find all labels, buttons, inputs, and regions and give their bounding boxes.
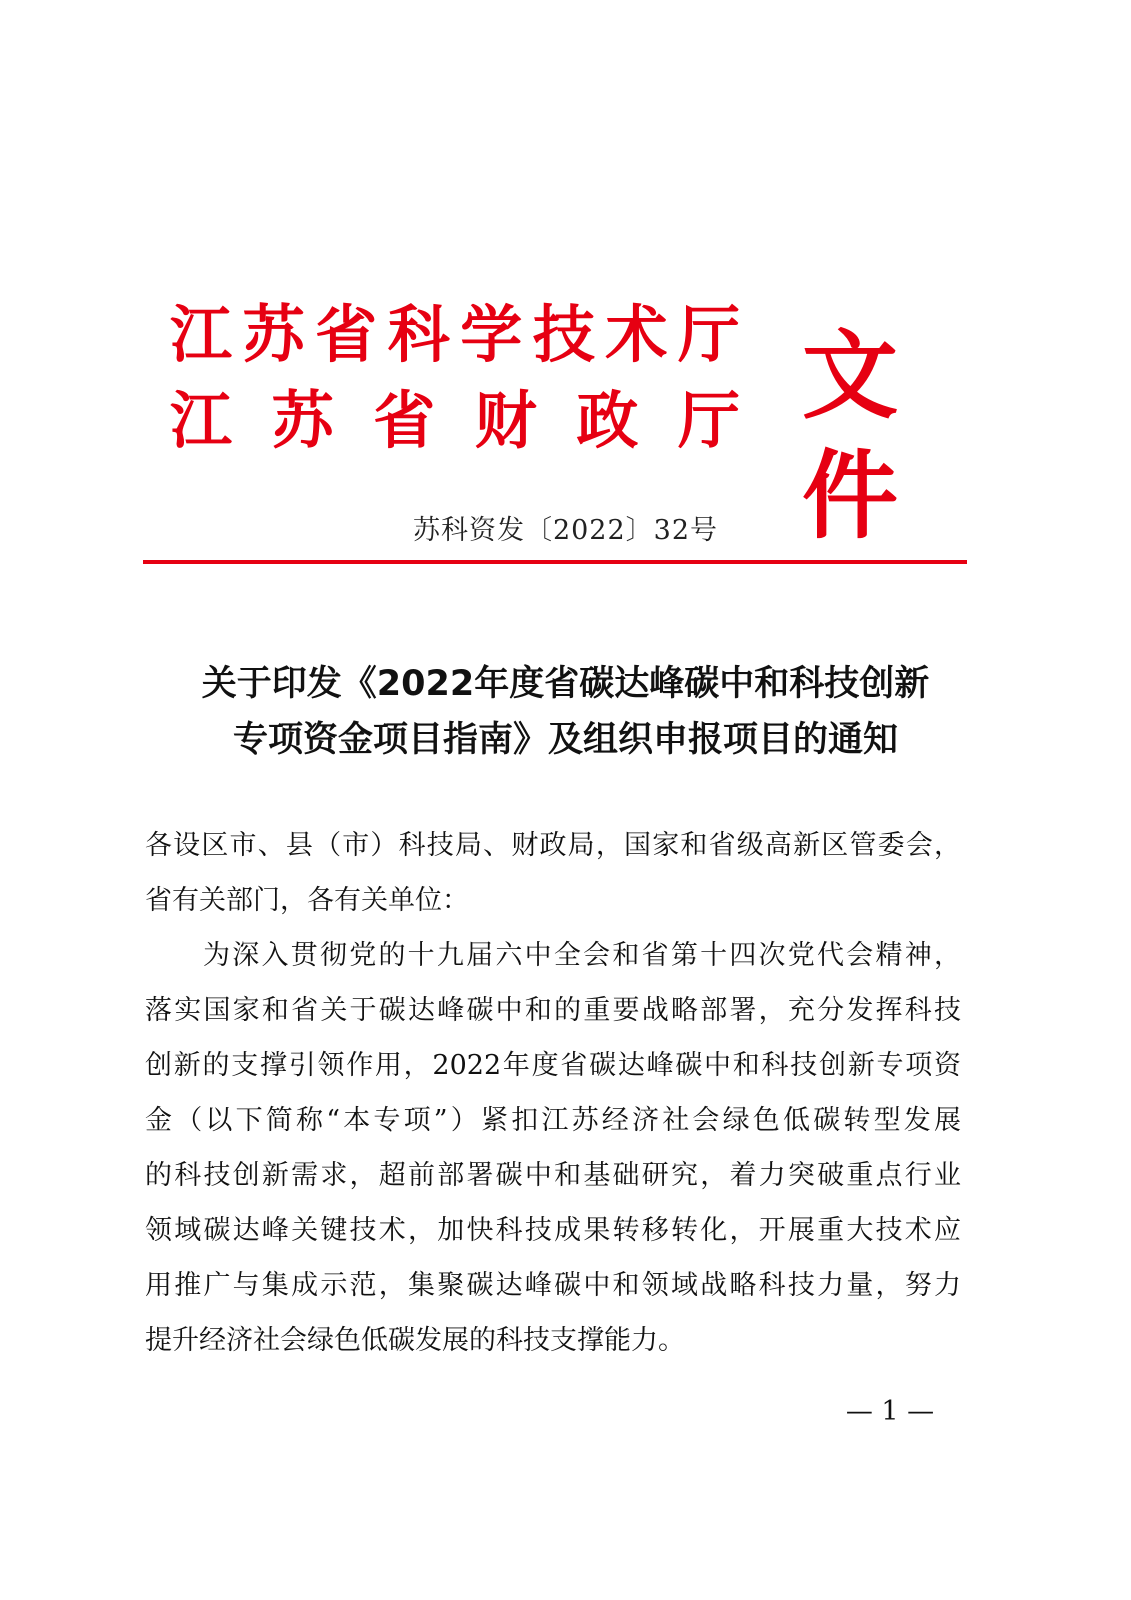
paragraph-line: 用推广与集成示范，集聚碳达峰碳中和领域战略科技力量，努力 — [145, 1270, 961, 1301]
issuer-char: 财 — [474, 384, 537, 457]
paragraph-line: 领域碳达峰关键技术，加快科技成果转移转化，开展重大技术应 — [145, 1215, 961, 1246]
addressee-line-2: 省有关部门，各有关单位： — [145, 885, 469, 916]
addressee-line-1: 各设区市、县（市）科技局、财政局，国家和省级高新区管委会， — [145, 830, 961, 861]
document-number: 苏科资发〔2022〕32号 — [412, 515, 719, 546]
red-divider — [143, 560, 967, 564]
document-label: 文件 — [802, 320, 900, 552]
paragraph-line: 提升经济社会绿色低碳发展的科技支撑能力。 — [145, 1325, 685, 1356]
issuer-char: 学 — [460, 298, 523, 371]
issuer-char: 术 — [605, 298, 668, 371]
issuer-line-finance-dept — [170, 382, 740, 460]
issuer-char: 厅 — [677, 384, 740, 457]
issuer-char: 政 — [576, 384, 639, 457]
paragraph-line: 的科技创新需求，超前部署碳中和基础研究，着力突破重点行业 — [145, 1160, 961, 1191]
issuer-char: 苏 — [271, 384, 334, 457]
issuer-char: 苏 — [242, 298, 305, 371]
paragraph-line: 金（以下简称“本专项”）紧扣江苏经济社会绿色低碳转型发展 — [145, 1105, 961, 1136]
issuer-char: 厅 — [677, 298, 740, 371]
paragraph-line: 为深入贯彻党的十九届六中全会和省第十四次党代会精神， — [203, 940, 961, 971]
page-number: — 1 — — [845, 1396, 935, 1427]
title-line-2: 专项资金项目指南》及组织申报项目的通知 — [232, 720, 898, 760]
issuer-line-science-dept — [170, 296, 740, 374]
issuer-char: 省 — [373, 384, 436, 457]
paragraph-line: 落实国家和省关于碳达峰碳中和的重要战略部署，充分发挥科技 — [145, 995, 961, 1026]
issuer-char: 技 — [532, 298, 595, 371]
issuer-char: 江 — [170, 384, 233, 457]
issuer-char: 科 — [387, 298, 450, 371]
paragraph-line: 创新的支撑引领作用，2022年度省碳达峰碳中和科技创新专项资 — [145, 1050, 961, 1081]
issuer-char: 江 — [170, 298, 233, 371]
issuer-char: 省 — [315, 298, 378, 371]
title-line-1: 关于印发《2022年度省碳达峰碳中和科技创新 — [201, 664, 930, 704]
